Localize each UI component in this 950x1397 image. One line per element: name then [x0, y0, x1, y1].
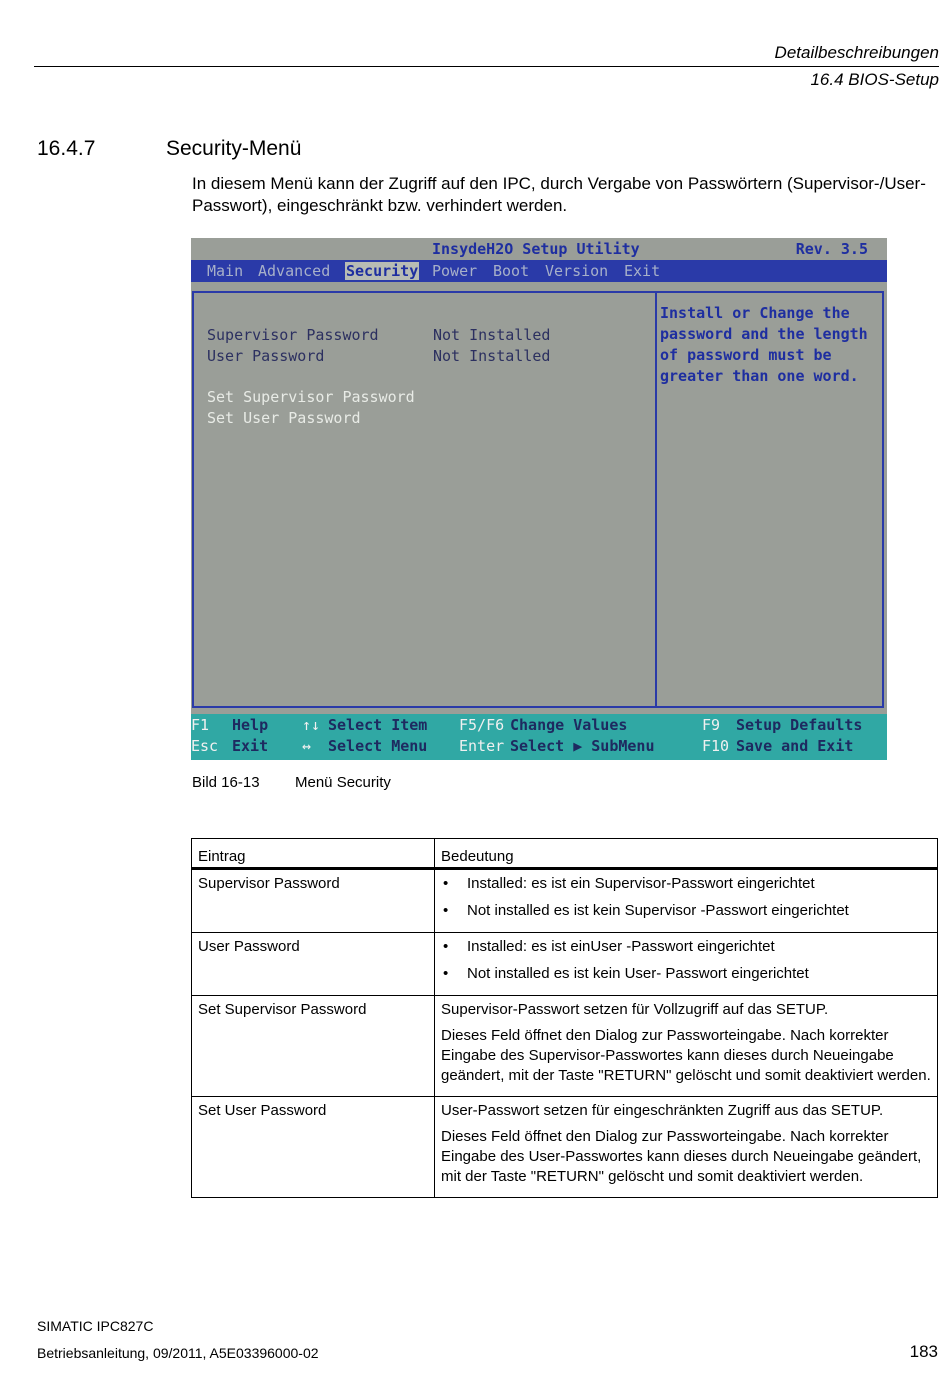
bios-key-select-item-label: Select Item	[328, 716, 428, 734]
bios-help-line: greater than one word.	[660, 367, 859, 385]
bios-help-line: of password must be	[660, 346, 832, 364]
bios-menu-exit[interactable]: Exit	[624, 262, 661, 280]
bios-revision: Rev. 3.5	[795, 240, 868, 258]
meaning-paragraph: User-Passwort setzen für eingeschränkten Zugriff aus das SETUP.	[441, 1102, 884, 1119]
meaning-paragraph: Dieses Feld öffnet den Dialog zur Passworteingabe. Nach korrekter Eingabe des Supervisor-Passwortes kann dieses durch Neueingabe geändert, mit der Taste "RETURN" gelöscht und somit deaktiviert werden.	[441, 1027, 931, 1084]
bios-key-leftright: ↔	[302, 737, 312, 755]
bios-help-panel	[655, 291, 884, 708]
bios-key-submenu-label: Select ▶ SubMenu	[510, 737, 655, 755]
bios-key-change-values-label: Change Values	[510, 716, 628, 734]
header-divider	[34, 66, 939, 67]
bios-key-select-menu-label: Select Menu	[328, 737, 428, 755]
intro-paragraph: In diesem Menü kann der Zugriff auf den IPC, durch Vergabe von Passwörtern (Supervisor-/User-Passwort), eingeschränkt bzw. verhindert werden.	[192, 174, 926, 215]
bios-menu-security[interactable]: Security	[346, 262, 419, 280]
bios-item-supervisor-password-label: Supervisor Password	[207, 326, 379, 344]
bios-key-enter: Enter	[459, 737, 505, 755]
bios-key-f1: F1	[191, 716, 210, 734]
list-item-text: Not installed es ist kein Supervisor -Passwort eingerichtet	[467, 902, 849, 919]
bios-title-bar	[191, 238, 887, 260]
bios-key-updown: ↑↓	[302, 716, 321, 734]
section-number: 16.4.7	[37, 137, 96, 160]
bios-key-exit-label: Exit	[232, 737, 269, 755]
bios-menu-main[interactable]: Main	[207, 262, 244, 280]
bios-menu-bar	[191, 260, 887, 282]
bios-help-text	[660, 303, 868, 387]
figure-number: Bild 16-13	[192, 774, 260, 791]
table-row	[192, 933, 938, 996]
bios-item-set-supervisor-password[interactable]: Set Supervisor Password	[207, 388, 415, 406]
list-item-text: Installed: es ist ein Supervisor-Passwort eingerichtet	[467, 875, 815, 892]
table-cell-entry: Supervisor Password	[192, 869, 435, 933]
bios-title: InsydeH2O Setup Utility	[432, 240, 640, 258]
footer-product: SIMATIC IPC827C	[37, 1318, 154, 1334]
bullet-icon: •	[443, 875, 449, 892]
bios-menu-version[interactable]: Version	[545, 262, 609, 280]
table-header-row	[192, 839, 938, 869]
list-item	[443, 964, 931, 984]
bios-key-f10: F10	[702, 737, 730, 755]
list-item-text: Not installed es ist kein User- Passwort eingerichtet	[467, 965, 809, 982]
bios-key-save-exit-label: Save and Exit	[736, 737, 854, 755]
bios-menu-boot[interactable]: Boot	[493, 262, 530, 280]
figure-caption: Menü Security	[295, 774, 391, 791]
bios-screenshot	[191, 238, 887, 760]
bios-item-user-password-label: User Password	[207, 347, 325, 365]
table-header-entry: Eintrag	[192, 839, 435, 869]
table-cell-entry: Set Supervisor Password	[192, 996, 435, 1097]
table-header-meaning: Bedeutung	[435, 839, 938, 869]
table-cell-meaning	[435, 996, 938, 1097]
bullet-icon: •	[443, 965, 449, 982]
page-number: 183	[909, 1342, 938, 1361]
bios-settings-panel	[192, 291, 657, 708]
bios-help-line: password and the length	[660, 325, 868, 343]
bios-menu-advanced[interactable]: Advanced	[258, 262, 331, 280]
list-item	[443, 874, 931, 894]
table-row	[192, 996, 938, 1097]
bullet-list	[441, 937, 931, 984]
bios-menu-power[interactable]: Power	[432, 262, 478, 280]
meaning-paragraph: Supervisor-Passwort setzen für Vollzugriff auf das SETUP.	[441, 1001, 829, 1018]
table-cell-meaning	[435, 1097, 938, 1198]
bios-key-legend	[191, 714, 887, 760]
list-item	[443, 937, 931, 957]
table-row	[192, 869, 938, 933]
bios-item-supervisor-password-value: Not Installed	[433, 326, 551, 344]
running-header-section: 16.4 BIOS-Setup	[810, 70, 939, 89]
footer-document: Betriebsanleitung, 09/2011, A5E03396000-02	[37, 1345, 319, 1361]
bios-item-set-user-password[interactable]: Set User Password	[207, 409, 361, 427]
bullet-list	[441, 874, 931, 921]
bios-key-f9: F9	[702, 716, 721, 734]
bios-item-user-password-value: Not Installed	[433, 347, 551, 365]
list-item-text: Installed: es ist einUser -Passwort eingerichtet	[467, 938, 775, 955]
table-cell-entry: Set User Password	[192, 1097, 435, 1198]
running-header-chapter: Detailbeschreibungen	[774, 43, 939, 62]
bios-key-help-label: Help	[232, 716, 269, 734]
section-title: Security-Menü	[166, 137, 302, 160]
meaning-paragraph: Dieses Feld öffnet den Dialog zur Passworteingabe. Nach korrekter Eingabe des User-Passwortes kann dieses durch Neueingabe geändert, mit der Taste "RETURN" gelöscht und somit deaktiviert werden.	[441, 1128, 922, 1185]
bios-help-line: Install or Change the	[660, 304, 850, 322]
bios-key-f5f6: F5/F6	[459, 716, 505, 734]
entries-table	[191, 838, 938, 1198]
table-cell-meaning	[435, 933, 938, 996]
table-cell-entry: User Password	[192, 933, 435, 996]
list-item	[443, 901, 931, 921]
bullet-icon: •	[443, 938, 449, 955]
table-cell-meaning	[435, 869, 938, 933]
bios-key-esc: Esc	[191, 737, 219, 755]
bullet-icon: •	[443, 902, 449, 919]
table-row	[192, 1097, 938, 1198]
bios-key-setup-defaults-label: Setup Defaults	[736, 716, 863, 734]
